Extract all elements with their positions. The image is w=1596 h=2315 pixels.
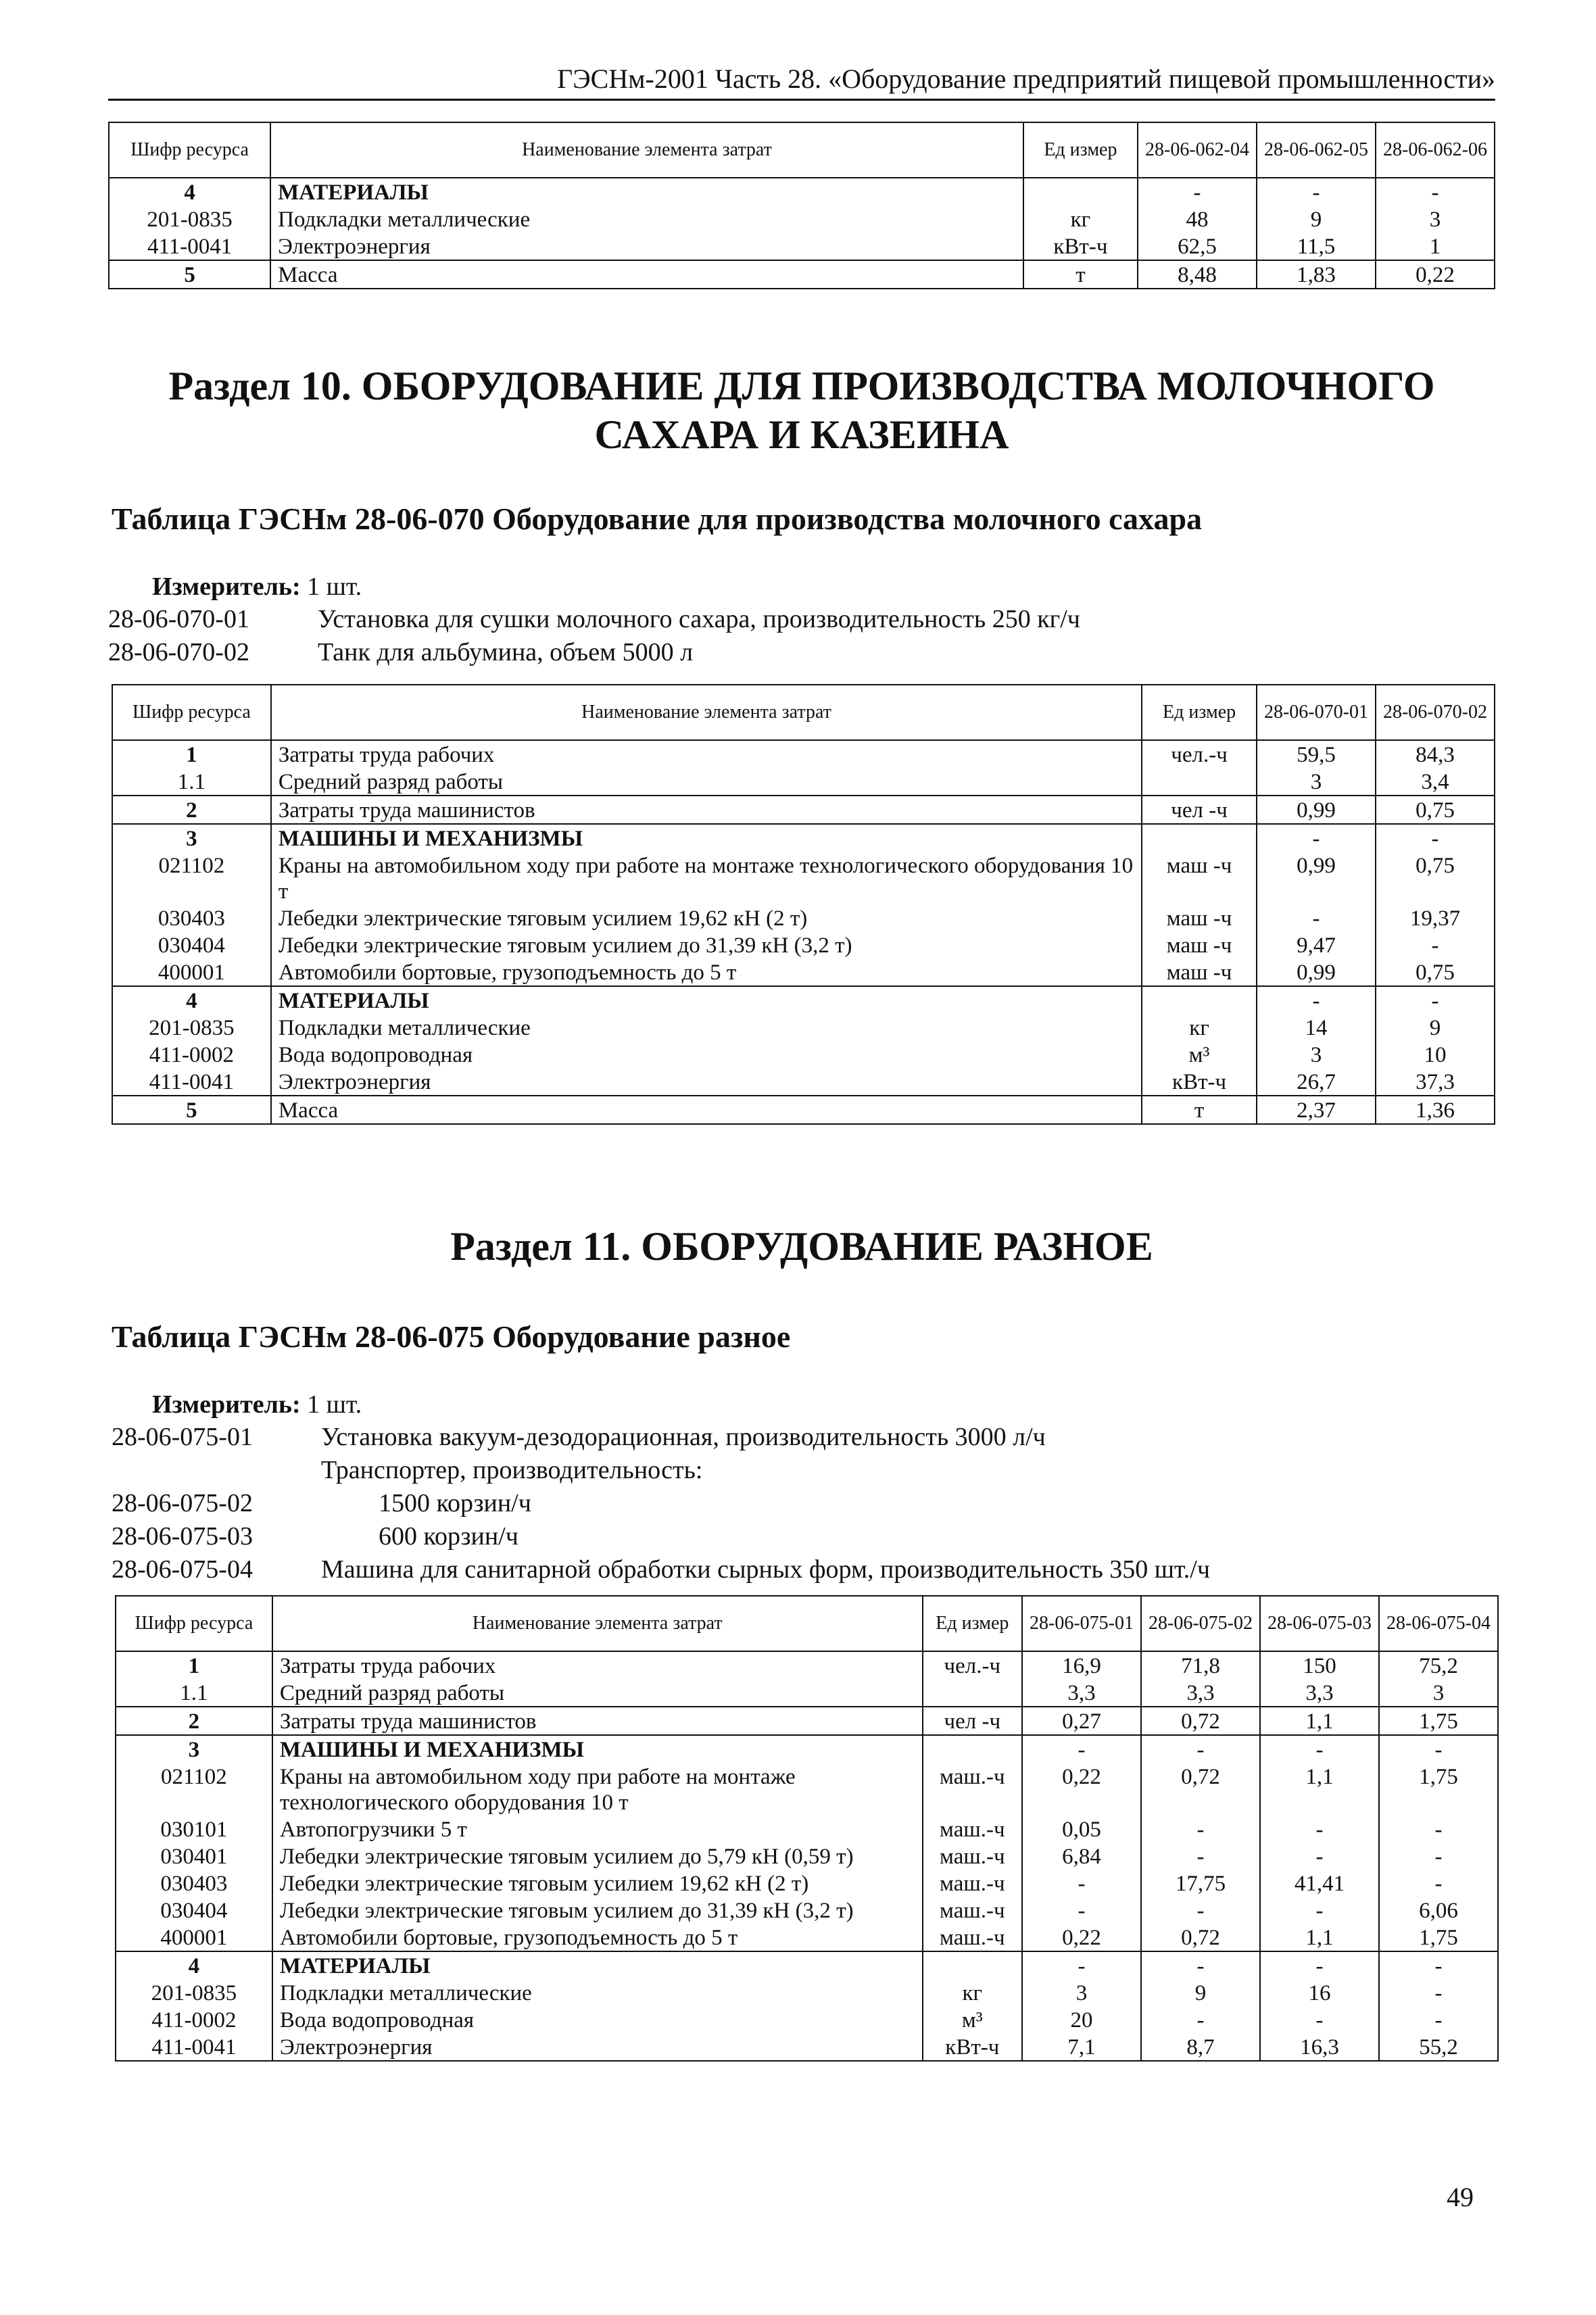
running-header: ГЭСНм-2001 Часть 28. «Оборудование предприятий пищевой промышленности»	[557, 64, 1495, 94]
resource-code: 201-0835	[116, 1979, 272, 2006]
head-col: 28-06-070-01	[1257, 685, 1376, 740]
cost-element-name: Средний разряд работы	[271, 768, 1142, 796]
head-col: 28-06-070-02	[1376, 685, 1495, 740]
section-11-title: Раздел 11. ОБОРУДОВАНИЕ РАЗНОЕ	[450, 1224, 1153, 1269]
position-code: 28-06-070-01	[108, 605, 249, 633]
meter-label: Измеритель:	[152, 572, 301, 601]
value: 9	[1141, 1979, 1260, 2006]
cost-element-name: Краны на автомобильном ходу при работе на монтаже технологического оборудования 10 т	[271, 852, 1142, 904]
header-rule	[108, 99, 1495, 101]
resource-code: 4	[116, 1951, 272, 1979]
unit: чел.-ч	[1142, 740, 1257, 768]
unit	[1142, 986, 1257, 1014]
value: -	[1022, 1870, 1141, 1897]
resource-code: 3	[112, 824, 271, 852]
resource-code: 5	[112, 1096, 271, 1124]
value: 0,72	[1141, 1707, 1260, 1735]
cost-element-name: Электроэнергия	[270, 233, 1023, 260]
head-col: 28-06-075-03	[1260, 1596, 1379, 1651]
cost-element-name: Электроэнергия	[272, 2033, 923, 2061]
value: 0,99	[1257, 958, 1376, 986]
resource-code: 411-0002	[116, 2006, 272, 2033]
position-desc: Установка для сушки молочного сахара, производительность 250 кг/ч	[318, 605, 1080, 633]
value: 0,22	[1376, 260, 1495, 289]
table-row	[112, 740, 1495, 768]
table-070-title: Таблица ГЭСНм 28-06-070 Оборудование для производства молочного сахара	[112, 502, 1203, 536]
resource-code: 030401	[116, 1843, 272, 1870]
value: 3,3	[1022, 1679, 1141, 1707]
value: 3	[1257, 768, 1376, 796]
value: 3	[1376, 205, 1495, 233]
value: 1,36	[1376, 1096, 1495, 1124]
table-row	[112, 1041, 1495, 1068]
head-col: 28-06-062-05	[1257, 122, 1376, 178]
value: -	[1379, 1843, 1498, 1870]
resource-code: 400001	[116, 1924, 272, 1951]
value: 0,22	[1022, 1924, 1141, 1951]
cost-table-062	[108, 122, 1495, 289]
value: -	[1376, 986, 1495, 1014]
value: 9,47	[1257, 931, 1376, 958]
value: -	[1141, 1816, 1260, 1843]
table-row	[116, 1763, 1498, 1816]
cost-element-name: Подкладки металлические	[270, 205, 1023, 233]
value: 0,72	[1141, 1924, 1260, 1951]
table-row	[116, 1816, 1498, 1843]
resource-code: 411-0041	[112, 1068, 271, 1096]
table-row	[116, 1707, 1498, 1735]
resource-code: 030404	[112, 931, 271, 958]
table-row	[112, 824, 1495, 852]
value: -	[1379, 1951, 1498, 1979]
value: 0,99	[1257, 852, 1376, 904]
resource-code: 411-0041	[116, 2033, 272, 2061]
value: 14	[1257, 1014, 1376, 1041]
cost-element-name: Лебедки электрические тяговым усилием до 31,39 кН (3,2 т)	[272, 1897, 923, 1924]
table-row	[112, 986, 1495, 1014]
value: 6,06	[1379, 1897, 1498, 1924]
value: -	[1141, 1735, 1260, 1763]
value: 37,3	[1376, 1068, 1495, 1096]
head-unit: Ед измер	[1023, 122, 1138, 178]
cost-element-name: Электроэнергия	[271, 1068, 1142, 1096]
value: 0,72	[1141, 1763, 1260, 1816]
value: 41,41	[1260, 1870, 1379, 1897]
position-desc: Транспортер, производительность:	[321, 1456, 703, 1484]
head-name: Наименование элемента затрат	[272, 1596, 923, 1651]
cost-element-name: МАШИНЫ И МЕХАНИЗМЫ	[272, 1735, 923, 1763]
value: 0,75	[1376, 958, 1495, 986]
position-code: 28-06-075-01	[112, 1423, 253, 1451]
position-item	[112, 1521, 1396, 1552]
head-name: Наименование элемента затрат	[270, 122, 1023, 178]
table-row	[112, 1014, 1495, 1041]
value: -	[1376, 824, 1495, 852]
value: 9	[1257, 205, 1376, 233]
unit: м³	[923, 2006, 1022, 2033]
value: 16,3	[1260, 2033, 1379, 2061]
cost-element-name: МАТЕРИАЛЫ	[272, 1951, 923, 1979]
value: -	[1376, 931, 1495, 958]
position-item	[112, 1488, 1396, 1519]
value: 71,8	[1141, 1651, 1260, 1679]
section-10-title-line2: САХАРА И КАЗЕИНА	[594, 412, 1009, 457]
resource-code: 1.1	[112, 768, 271, 796]
value: -	[1379, 1816, 1498, 1843]
position-item	[112, 1554, 1396, 1585]
cost-element-name: Автомобили бортовые, грузоподъемность до 5 т	[272, 1924, 923, 1951]
cost-element-name: Подкладки металлические	[271, 1014, 1142, 1041]
value: 55,2	[1379, 2033, 1498, 2061]
head-unit: Ед измер	[1142, 685, 1257, 740]
cost-element-name: Затраты труда рабочих	[271, 740, 1142, 768]
value: 1,83	[1257, 260, 1376, 289]
unit: м³	[1142, 1041, 1257, 1068]
table-row	[112, 958, 1495, 986]
table-row	[112, 931, 1495, 958]
table-row	[116, 2006, 1498, 2033]
value: -	[1141, 1843, 1260, 1870]
unit: чел -ч	[923, 1707, 1022, 1735]
position-desc: Машина для санитарной обработки сырных форм, производительность 350 шт./ч	[321, 1555, 1210, 1584]
value: 3,3	[1260, 1679, 1379, 1707]
resource-code: 2	[112, 796, 271, 824]
position-item	[112, 1421, 1396, 1453]
meter-label: Измеритель:	[152, 1390, 301, 1419]
unit: кг	[1142, 1014, 1257, 1041]
cost-element-name: Затраты труда машинистов	[272, 1707, 923, 1735]
value: 1,75	[1379, 1707, 1498, 1735]
table-row	[112, 768, 1495, 796]
table-row	[116, 1979, 1498, 2006]
value: -	[1257, 178, 1376, 205]
cost-element-name: Масса	[271, 1096, 1142, 1124]
cost-element-name: МАШИНЫ И МЕХАНИЗМЫ	[271, 824, 1142, 852]
cost-element-name: Затраты труда машинистов	[271, 796, 1142, 824]
cost-element-name: Автомобили бортовые, грузоподъемность до 5 т	[271, 958, 1142, 986]
position-item	[112, 1455, 1396, 1486]
value: 1	[1376, 233, 1495, 260]
cost-element-name: Лебедки электрические тяговым усилием 19,62 кН (2 т)	[271, 904, 1142, 931]
value: 1,1	[1260, 1707, 1379, 1735]
unit: маш.-ч	[923, 1843, 1022, 1870]
unit: т	[1023, 260, 1138, 289]
resource-code: 3	[116, 1735, 272, 1763]
value: -	[1260, 1843, 1379, 1870]
meter-075	[152, 1389, 362, 1420]
table-row	[112, 904, 1495, 931]
value: 84,3	[1376, 740, 1495, 768]
meter-value: 1 шт.	[307, 572, 362, 601]
cost-table-070	[112, 684, 1495, 1125]
cost-element-name: Лебедки электрические тяговым усилием до 5,79 кН (0,59 т)	[272, 1843, 923, 1870]
value: -	[1141, 1897, 1260, 1924]
cost-element-name: Краны на автомобильном ходу при работе на монтаже технологического оборудования 10 т	[272, 1763, 923, 1816]
head-code: Шифр ресурса	[112, 685, 271, 740]
value: 1,75	[1379, 1924, 1498, 1951]
resource-code: 201-0835	[109, 205, 270, 233]
position-item	[108, 637, 1393, 668]
table-row	[116, 1735, 1498, 1763]
position-item	[108, 604, 1393, 635]
value: -	[1379, 2006, 1498, 2033]
value: 6,84	[1022, 1843, 1141, 1870]
cost-element-name: Лебедки электрические тяговым усилием 19,62 кН (2 т)	[272, 1870, 923, 1897]
value: 48	[1138, 205, 1257, 233]
unit	[1023, 178, 1138, 205]
resource-code: 5	[109, 260, 270, 289]
unit	[923, 1951, 1022, 1979]
value: -	[1379, 1870, 1498, 1897]
table-075-title: Таблица ГЭСНм 28-06-075 Оборудование разное	[112, 1319, 791, 1354]
unit: маш -ч	[1142, 931, 1257, 958]
head-col: 28-06-062-06	[1376, 122, 1495, 178]
cost-element-name: МАТЕРИАЛЫ	[270, 178, 1023, 205]
value: 0,75	[1376, 796, 1495, 824]
value: -	[1260, 1951, 1379, 1979]
head-code: Шифр ресурса	[116, 1596, 272, 1651]
value: 16	[1260, 1979, 1379, 2006]
value: -	[1260, 1897, 1379, 1924]
position-desc: Танк для альбумина, объем 5000 л	[318, 638, 694, 666]
value: 3	[1379, 1679, 1498, 1707]
unit: кВт-ч	[1023, 233, 1138, 260]
resource-code: 411-0002	[112, 1041, 271, 1068]
value: 0,75	[1376, 852, 1495, 904]
table-row	[116, 1679, 1498, 1707]
unit: маш.-ч	[923, 1870, 1022, 1897]
unit: маш -ч	[1142, 904, 1257, 931]
unit: кг	[1023, 205, 1138, 233]
resource-code: 030403	[112, 904, 271, 931]
value: 3	[1257, 1041, 1376, 1068]
meter-value: 1 шт.	[307, 1390, 362, 1419]
cost-element-name: Автопогрузчики 5 т	[272, 1816, 923, 1843]
position-desc: 600 корзин/ч	[379, 1522, 518, 1551]
cost-element-name: Затраты труда рабочих	[272, 1651, 923, 1679]
resource-code: 400001	[112, 958, 271, 986]
resource-code: 1	[112, 740, 271, 768]
value: -	[1260, 1816, 1379, 1843]
table-row	[109, 205, 1495, 233]
resource-code: 1	[116, 1651, 272, 1679]
value: 2,37	[1257, 1096, 1376, 1124]
table-row	[116, 1651, 1498, 1679]
unit: маш.-ч	[923, 1816, 1022, 1843]
position-desc: Установка вакуум-дезодорационная, производительность 3000 л/ч	[321, 1423, 1046, 1451]
value: 9	[1376, 1014, 1495, 1041]
value: 0,99	[1257, 796, 1376, 824]
value: -	[1257, 986, 1376, 1014]
value: 0,05	[1022, 1816, 1141, 1843]
position-code: 28-06-075-03	[112, 1522, 253, 1551]
value: -	[1022, 1735, 1141, 1763]
unit: маш -ч	[1142, 852, 1257, 904]
position-code: 28-06-075-02	[112, 1489, 253, 1517]
head-col: 28-06-075-01	[1022, 1596, 1141, 1651]
value: 1,1	[1260, 1763, 1379, 1816]
resource-code: 411-0041	[109, 233, 270, 260]
table-row	[109, 260, 1495, 289]
cost-element-name: Вода водопроводная	[271, 1041, 1142, 1068]
table-row	[109, 178, 1495, 205]
unit: маш.-ч	[923, 1897, 1022, 1924]
head-col: 28-06-075-04	[1379, 1596, 1498, 1651]
value: 17,75	[1141, 1870, 1260, 1897]
table-row	[112, 796, 1495, 824]
value: -	[1257, 824, 1376, 852]
unit	[1142, 824, 1257, 852]
unit: маш -ч	[1142, 958, 1257, 986]
position-code: 28-06-070-02	[108, 638, 249, 666]
head-unit: Ед измер	[923, 1596, 1022, 1651]
value: -	[1379, 1735, 1498, 1763]
resource-code: 2	[116, 1707, 272, 1735]
unit: чел.-ч	[923, 1651, 1022, 1679]
unit: кВт-ч	[1142, 1068, 1257, 1096]
value: 3,3	[1141, 1679, 1260, 1707]
value: 62,5	[1138, 233, 1257, 260]
table-row	[116, 2033, 1498, 2061]
cost-element-name: МАТЕРИАЛЫ	[271, 986, 1142, 1014]
head-name: Наименование элемента затрат	[271, 685, 1142, 740]
head-col: 28-06-075-02	[1141, 1596, 1260, 1651]
table-row	[116, 1897, 1498, 1924]
page-number: 49	[1447, 2182, 1474, 2212]
value: 0,22	[1022, 1763, 1141, 1816]
value: 3	[1022, 1979, 1141, 2006]
value: -	[1141, 2006, 1260, 2033]
resource-code: 021102	[112, 852, 271, 904]
value: -	[1257, 904, 1376, 931]
resource-code: 021102	[116, 1763, 272, 1816]
resource-code: 030403	[116, 1870, 272, 1897]
value: 10	[1376, 1041, 1495, 1068]
section-10-title-line1: Раздел 10. ОБОРУДОВАНИЕ ДЛЯ ПРОИЗВОДСТВА МОЛОЧНОГО	[168, 364, 1435, 408]
unit: кВт-ч	[923, 2033, 1022, 2061]
unit: кг	[923, 1979, 1022, 2006]
value: -	[1022, 1951, 1141, 1979]
unit: т	[1142, 1096, 1257, 1124]
resource-code: 030101	[116, 1816, 272, 1843]
resource-code: 4	[109, 178, 270, 205]
unit: маш.-ч	[923, 1924, 1022, 1951]
position-code: 28-06-075-04	[112, 1555, 253, 1584]
value: 1,75	[1379, 1763, 1498, 1816]
value: 1,1	[1260, 1924, 1379, 1951]
value: 16,9	[1022, 1651, 1141, 1679]
resource-code: 4	[112, 986, 271, 1014]
cost-element-name: Масса	[270, 260, 1023, 289]
value: 75,2	[1379, 1651, 1498, 1679]
cost-element-name: Средний разряд работы	[272, 1679, 923, 1707]
value: 3,4	[1376, 768, 1495, 796]
value: -	[1260, 2006, 1379, 2033]
value: 20	[1022, 2006, 1141, 2033]
value: -	[1260, 1735, 1379, 1763]
value: -	[1138, 178, 1257, 205]
value: -	[1141, 1951, 1260, 1979]
value: -	[1022, 1897, 1141, 1924]
table-row	[112, 1096, 1495, 1124]
value: 19,37	[1376, 904, 1495, 931]
value: 26,7	[1257, 1068, 1376, 1096]
value: 11,5	[1257, 233, 1376, 260]
table-row	[116, 1843, 1498, 1870]
unit	[1142, 768, 1257, 796]
resource-code: 201-0835	[112, 1014, 271, 1041]
resource-code: 1.1	[116, 1679, 272, 1707]
value: 8,48	[1138, 260, 1257, 289]
unit: чел -ч	[1142, 796, 1257, 824]
resource-code: 030404	[116, 1897, 272, 1924]
meter-070	[152, 571, 362, 602]
position-desc: 1500 корзин/ч	[379, 1489, 531, 1517]
unit	[923, 1679, 1022, 1707]
table-row	[116, 1951, 1498, 1979]
head-col: 28-06-062-04	[1138, 122, 1257, 178]
table-row	[109, 233, 1495, 260]
unit	[923, 1735, 1022, 1763]
value: 7,1	[1022, 2033, 1141, 2061]
table-row	[112, 852, 1495, 904]
value: -	[1379, 1979, 1498, 2006]
table-row	[116, 1924, 1498, 1951]
head-code: Шифр ресурса	[109, 122, 270, 178]
table-row	[116, 1870, 1498, 1897]
value: 8,7	[1141, 2033, 1260, 2061]
cost-element-name: Вода водопроводная	[272, 2006, 923, 2033]
unit: маш.-ч	[923, 1763, 1022, 1816]
value: 150	[1260, 1651, 1379, 1679]
cost-element-name: Подкладки металлические	[272, 1979, 923, 2006]
cost-table-075	[115, 1595, 1499, 2062]
value: 59,5	[1257, 740, 1376, 768]
cost-element-name: Лебедки электрические тяговым усилием до 31,39 кН (3,2 т)	[271, 931, 1142, 958]
table-row	[112, 1068, 1495, 1096]
value: 0,27	[1022, 1707, 1141, 1735]
value: -	[1376, 178, 1495, 205]
